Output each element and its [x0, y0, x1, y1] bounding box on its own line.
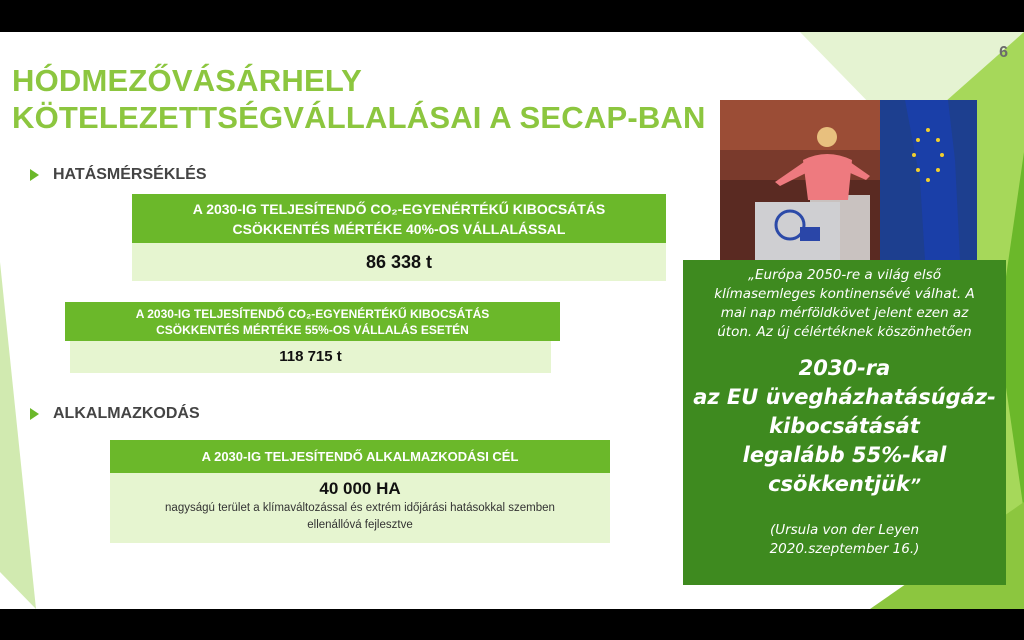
quote-close-mark: ”: [909, 476, 921, 496]
quote-emph-line: kibocsátását: [769, 414, 920, 438]
adaptation-header: A 2030-IG TELJESÍTENDŐ ALKALMAZKODÁSI CÉL: [110, 440, 610, 473]
slide: [0, 32, 1024, 609]
target-55-header-line2: CSÖKKENTÉS MÉRTÉKE 55%-OS VÁLLALÁS ESETÉN: [156, 322, 469, 337]
quote-attribution-line: 2020.szeptember 16.): [769, 541, 920, 557]
quote-attribution: [683, 521, 1006, 559]
section-mitigation: [30, 166, 207, 184]
target-55-header: [65, 302, 560, 341]
section-adaptation-label: ALKALMAZKODÁS: [53, 405, 200, 422]
speaker-photo: [720, 100, 977, 260]
slide-title: [12, 62, 706, 136]
target-40-header-line1: A 2030-IG TELJESÍTENDŐ CO₂-EGYENÉRTÉKŰ KIBOCSÁTÁS: [192, 200, 606, 217]
section-mitigation-label: HATÁSMÉRSÉKLÉS: [53, 166, 207, 183]
adaptation-value-panel: [110, 473, 610, 543]
quote-emph-last-line: [683, 470, 1006, 501]
bullet-arrow-icon: [30, 169, 39, 181]
quote-box: [683, 260, 1006, 585]
adaptation-value: 40 000 HA: [319, 479, 401, 498]
title-line-1: HÓDMEZŐVÁSÁRHELY: [12, 63, 362, 98]
quote-emph-line: legalább 55%-kal: [742, 443, 947, 467]
adaptation-box: [110, 440, 610, 543]
quote-intro-line: „Európa 2050-re a világ első: [748, 267, 941, 283]
quote-emph-line: az EU üvegházhatásúgáz-: [693, 385, 996, 409]
speaker-photo-illustration: [720, 100, 977, 260]
slide-number: 6: [999, 44, 1008, 61]
quote-intro-line: úton. Az új célértéknek köszönhetően: [717, 324, 972, 340]
target-40-value: 86 338 t: [132, 243, 666, 281]
target-40-header-line2: CSÖKKENTÉS MÉRTÉKE 40%-OS VÁLLALÁSSAL: [232, 220, 566, 237]
quote-attribution-line: (Ursula von der Leyen: [769, 522, 920, 538]
quote-intro: [693, 266, 996, 342]
quote-intro-line: klímasemleges kontinensévé válhat. A: [714, 286, 975, 302]
adaptation-desc-line1: nagyságú terület a klímaváltozással és extrém időjárási hatásokkal szemben: [165, 502, 555, 514]
section-adaptation: [30, 405, 200, 423]
quote-emph-line: 2030-ra: [798, 356, 891, 380]
target-40-header: [132, 194, 666, 243]
bullet-arrow-icon: [30, 408, 39, 420]
target-55-value: 118 715 t: [70, 341, 551, 373]
title-line-2: KÖTELEZETTSÉGVÁLLALÁSAI A SECAP-BAN: [12, 100, 706, 135]
target-40-box: [132, 194, 666, 281]
quote-emphasis: [683, 354, 1006, 501]
quote-emph-line: csökkentjük: [768, 472, 910, 496]
adaptation-desc-line2: ellenállóvá fejlesztve: [307, 519, 413, 531]
left-deco-triangle: [0, 262, 36, 609]
target-55-box: [65, 302, 560, 373]
quote-intro-line: mai nap mérföldkövet jelent ezen az: [720, 305, 969, 321]
target-55-header-line1: A 2030-IG TELJESÍTENDŐ CO₂-EGYENÉRTÉKŰ KIBOCSÁTÁS: [135, 306, 490, 321]
